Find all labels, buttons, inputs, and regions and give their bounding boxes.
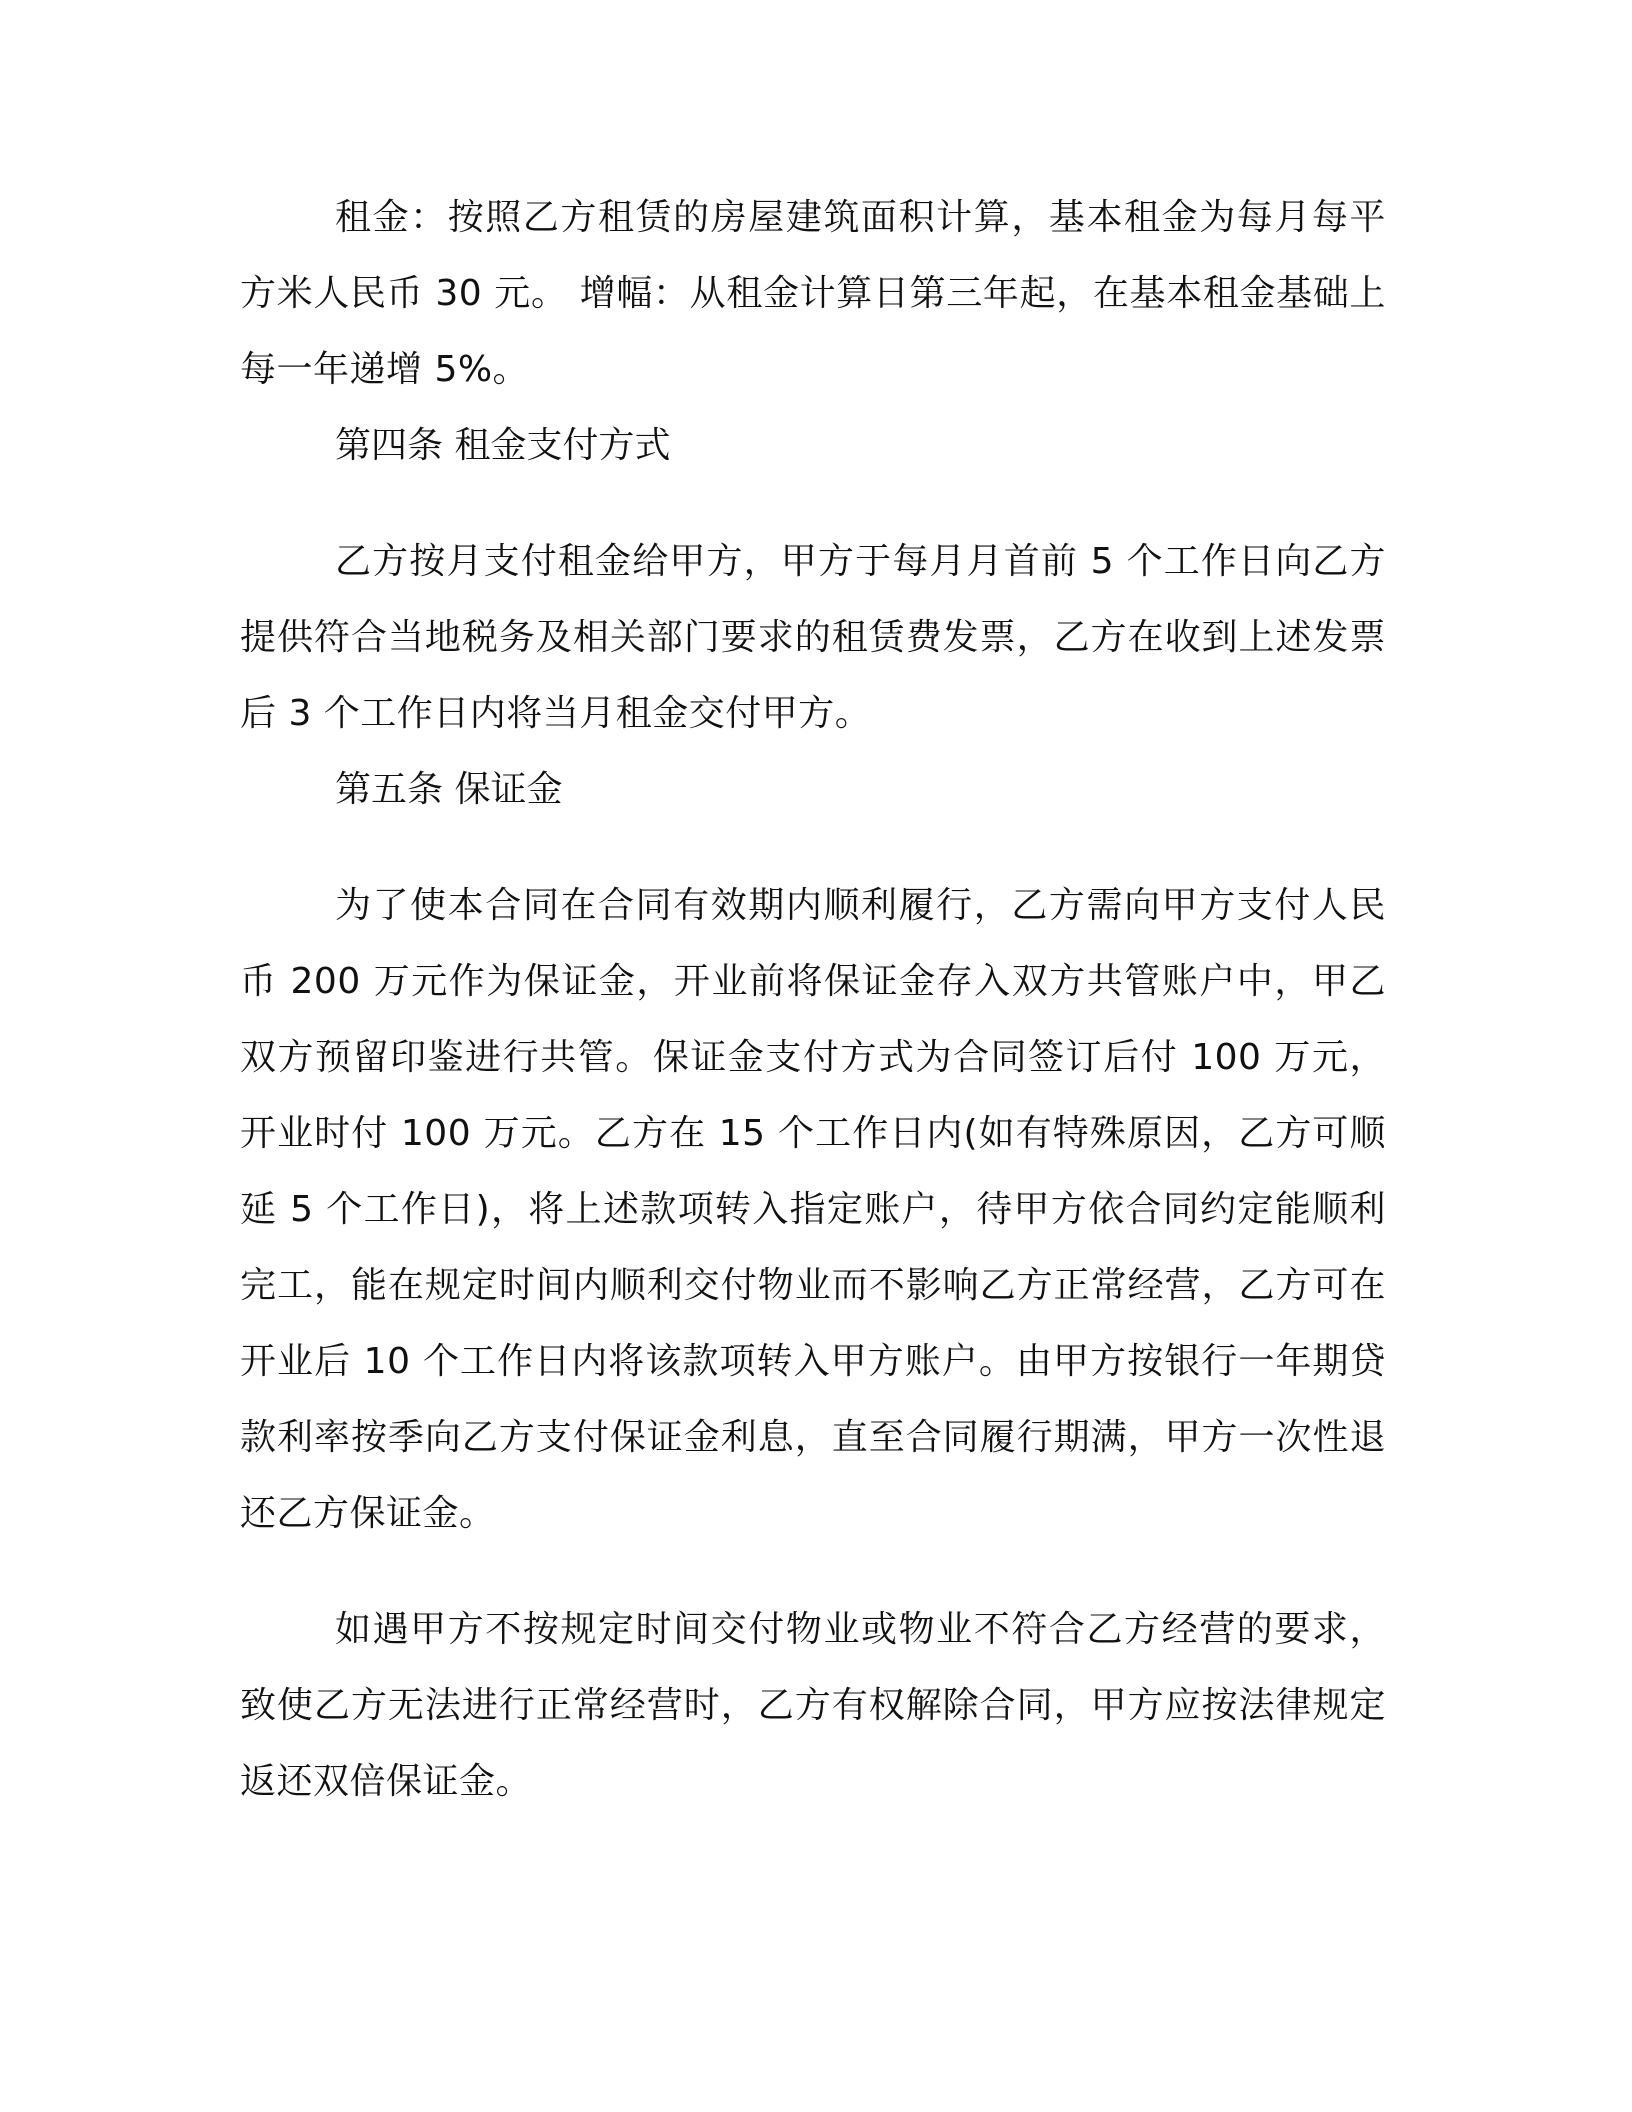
article-5-heading: 第五条 保证金 [335, 769, 563, 810]
document-page [240, 180, 1386, 1820]
article-5-breach-paragraph: 如遇甲方不按规定时间交付物业或物业不符合乙方经营的要求，致使乙方无法进行正常经营时，乙方有权解除合同，甲方应按法律规定返还双倍保证金。 [240, 1609, 1386, 1802]
article-4-body: 乙方按月支付租金给甲方，甲方于每月月首前 5 个工作日向乙方提供符合当地税务及相关部门要求的租赁费发票，乙方在收到上述发票后 3 个工作日内将当月租金交付甲方。 [240, 541, 1386, 734]
article-4-heading: 第四条 租金支付方式 [335, 425, 671, 466]
rent-paragraph: 租金：按照乙方租赁的房屋建筑面积计算，基本租金为每月每平方米人民币 30 元。 增幅：从租金计算日第三年起，在基本租金基础上每一年递增 5%。 [240, 197, 1386, 390]
article-5-body: 为了使本合同在合同有效期内顺利履行，乙方需向甲方支付人民币 200 万元作为保证金，开业前将保证金存入双方共管账户中，甲乙双方预留印鉴进行共管。保证金支付方式为合同签订后付 100 万元，开业时付 100 万元。乙方在 15 个工作日内(如有特殊原因，乙方可顺延 5 个工作日)，将上述款项转入指定账户，待甲方依合同约定能顺利完工，能在规定时间内顺利交付物业而不影响乙方正常经营，乙方可在开业后 10 个工作日内将该款项转入甲方账户。由甲方按银行一年期贷款利率按季向乙方支付保证金利息，直至合同履行期满，甲方一次性退还乙方保证金。 [240, 885, 1386, 1534]
